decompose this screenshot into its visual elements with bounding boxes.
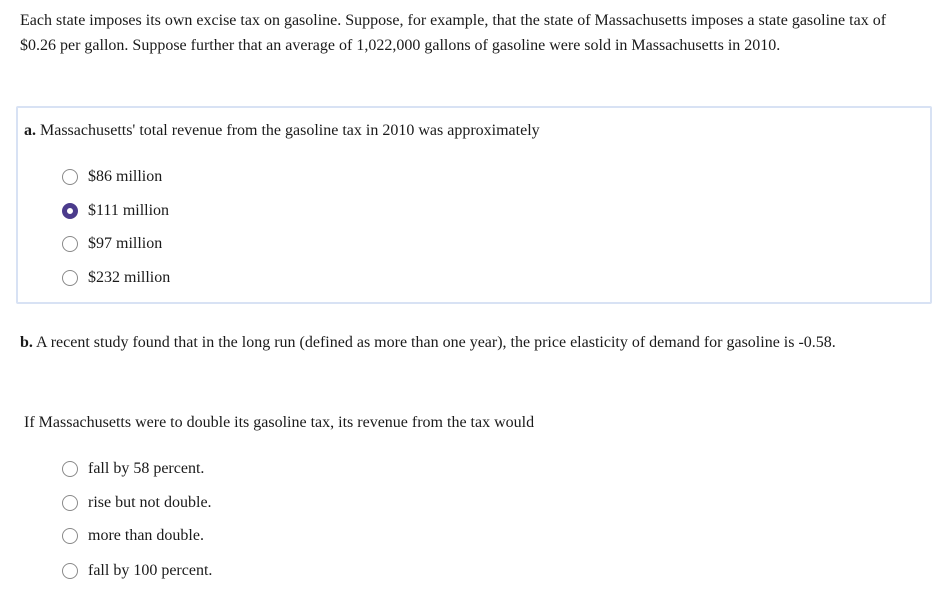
question-a-option-4[interactable] xyxy=(62,266,170,290)
question-a-option-1[interactable] xyxy=(62,165,162,189)
question-a-prompt xyxy=(24,120,540,142)
radio-button[interactable] xyxy=(62,169,78,185)
option-label: $232 million xyxy=(88,269,171,286)
intro-paragraph: Each state imposes its own excise tax on gasoline. Suppose, for example, that the state of Massachusetts imposes a state gasoline tax of $0.26 per gallon. Suppose further that an average of 1,022,000 gallons of gasoline were sold in Massachusetts in 2010. xyxy=(20,12,887,54)
radio-button[interactable] xyxy=(62,563,78,579)
option-label: fall by 100 percent. xyxy=(88,562,213,579)
radio-button[interactable] xyxy=(62,270,78,286)
question-b-option-4[interactable] xyxy=(62,559,212,583)
radio-button[interactable] xyxy=(62,236,78,252)
option-label: $111 million xyxy=(88,202,170,219)
question-a-option-2[interactable] xyxy=(62,199,169,223)
option-label: fall by 58 percent. xyxy=(88,460,205,477)
question-b-label: b. xyxy=(20,334,33,351)
question-a-option-3[interactable] xyxy=(62,232,162,256)
question-b-prompt: If Massachusetts were to double its gasoline tax, its revenue from the tax would xyxy=(24,414,535,431)
question-a-label: a. xyxy=(24,122,36,139)
option-label: more than double. xyxy=(88,527,204,544)
radio-button[interactable] xyxy=(62,528,78,544)
question-a-text: Massachusetts' total revenue from the gasoline tax in 2010 was approximately xyxy=(40,122,540,139)
option-label: $86 million xyxy=(88,168,163,185)
radio-button[interactable] xyxy=(62,495,78,511)
question-b-intro xyxy=(20,330,920,355)
option-label: $97 million xyxy=(88,235,163,252)
question-b-option-2[interactable] xyxy=(62,491,212,515)
radio-button-selected[interactable] xyxy=(62,203,78,219)
question-b-text: A recent study found that in the long run (defined as more than one year), the price elasticity of demand for gasoline is -0.58. xyxy=(36,334,836,351)
option-label: rise but not double. xyxy=(88,494,212,511)
radio-button[interactable] xyxy=(62,461,78,477)
question-b-option-1[interactable] xyxy=(62,457,204,481)
question-b-option-3[interactable] xyxy=(62,524,204,548)
